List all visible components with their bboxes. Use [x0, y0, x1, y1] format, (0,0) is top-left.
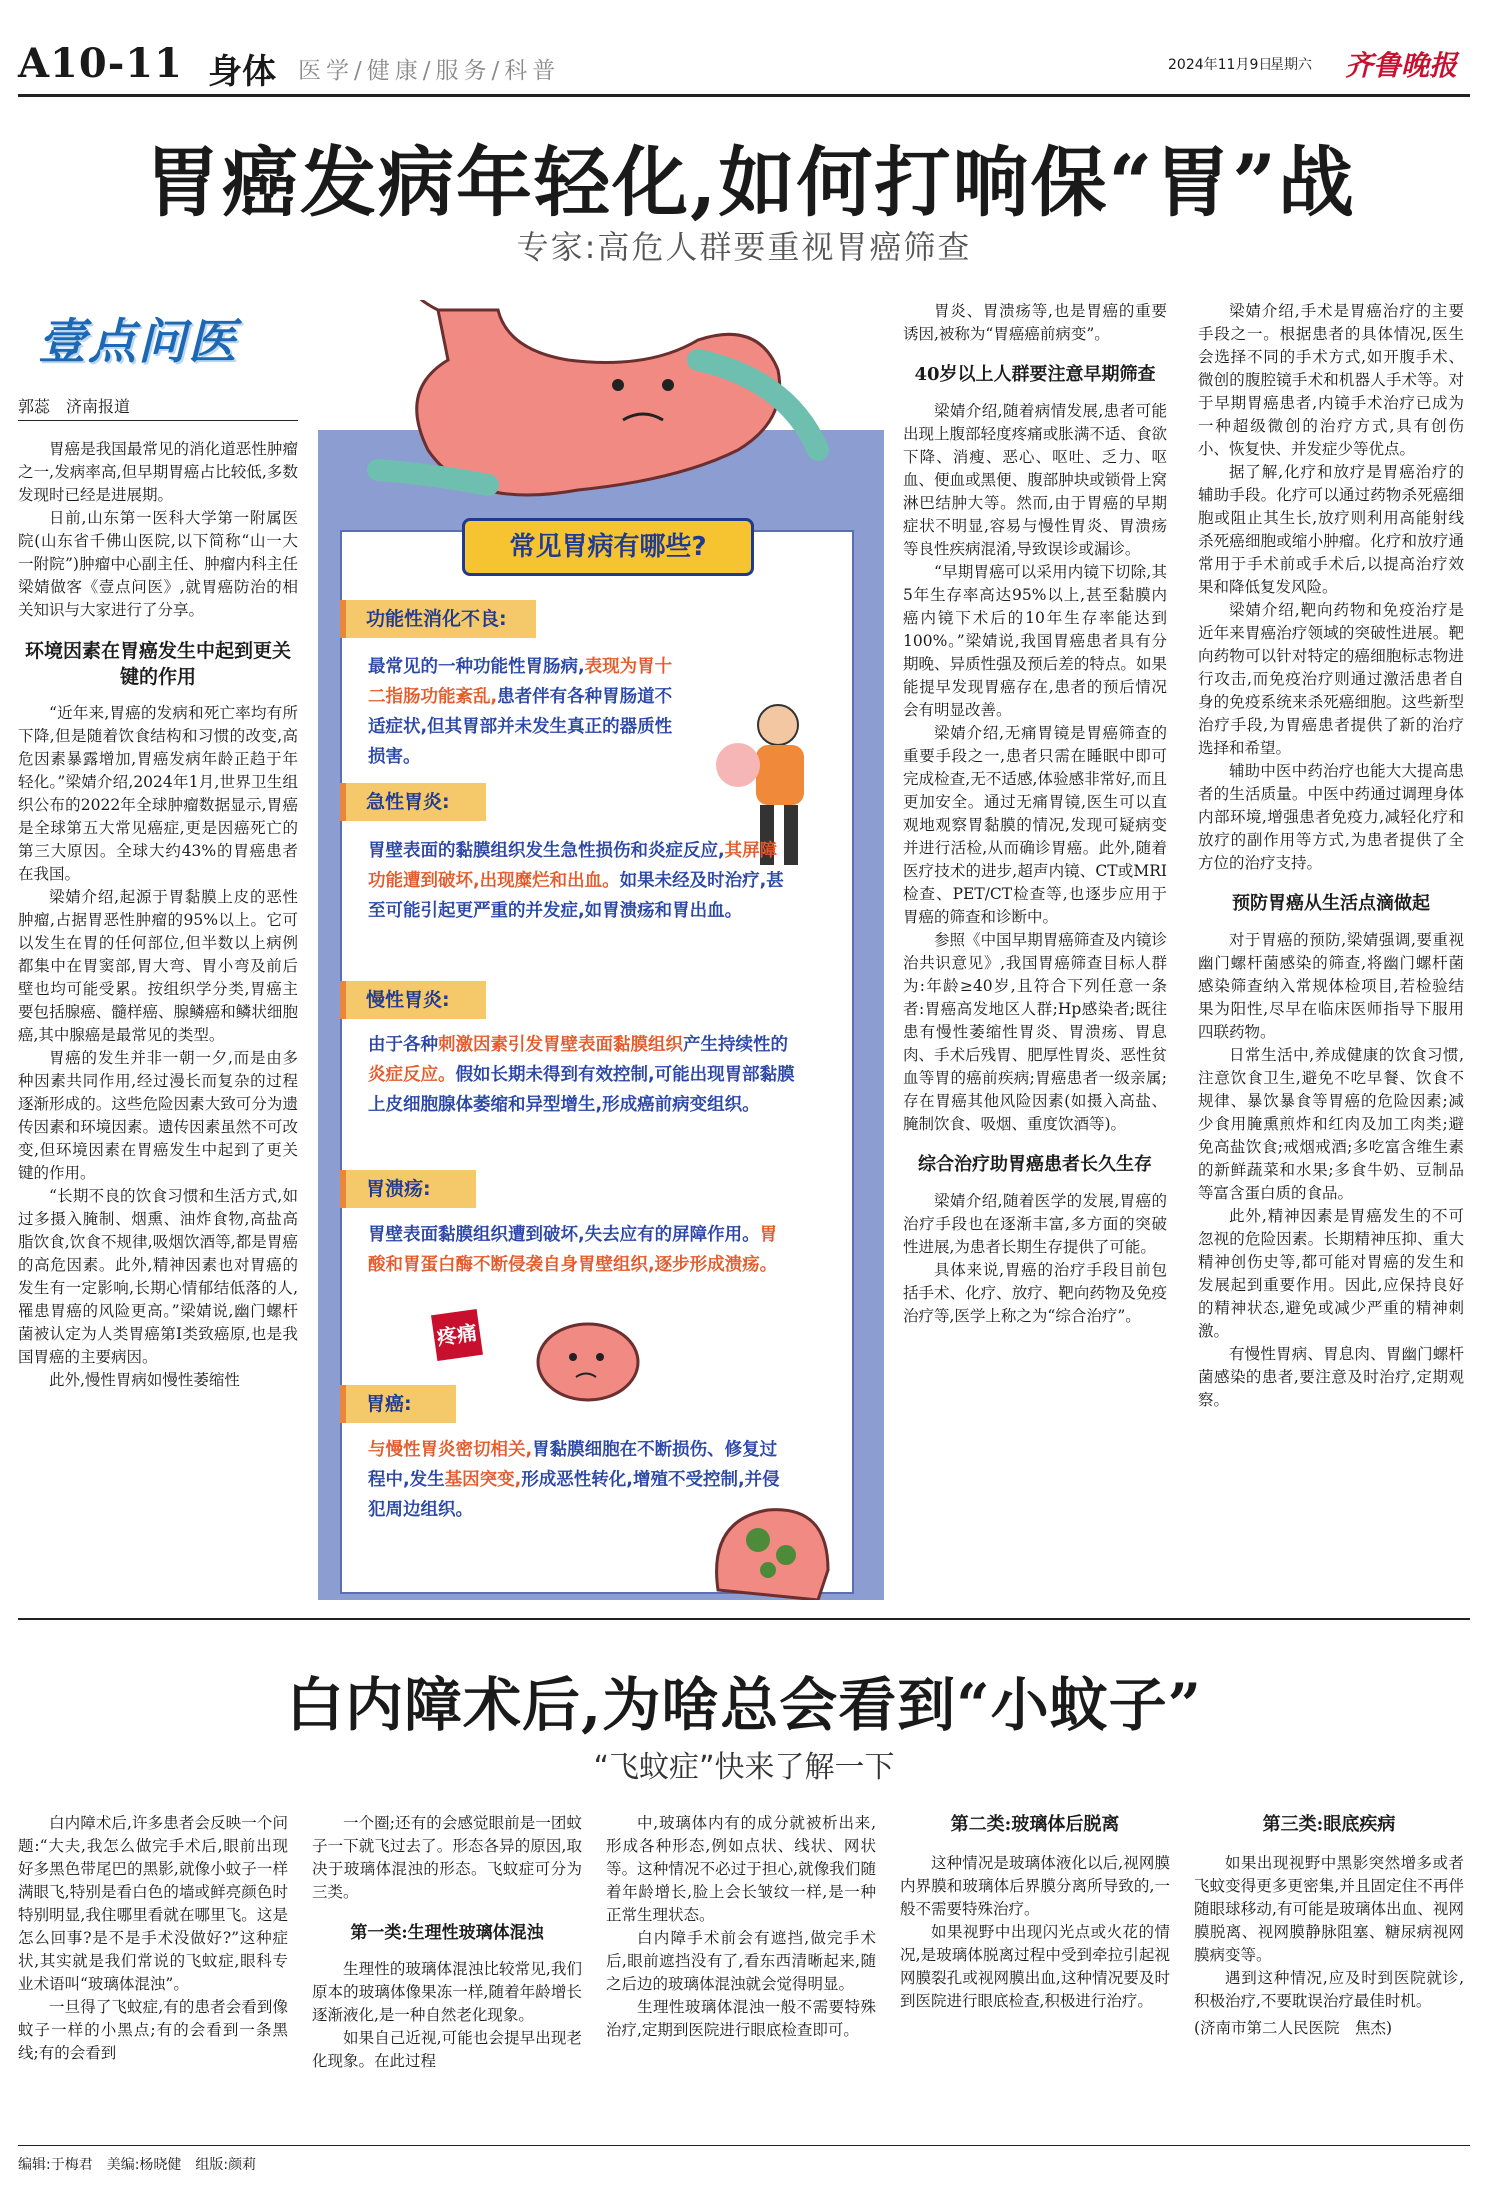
newspaper-logo: 齐鲁晚报: [1345, 49, 1458, 82]
paragraph: 辅助中医中药治疗也能大大提高患者的生活质量。中医中药通过调理身体内部环境,增强患者免疫力,减轻化疗和放疗的副作用等方式,为患者提供了全方位的治疗支持。: [1198, 762, 1464, 872]
paragraph: 中,玻璃体内有的成分就被析出来,形成各种形态,例如点状、线状、网状等。这种情况不必过于担心,就像我们随着年龄增长,脸上会长皱纹一样,是一种正常生理状态。: [606, 1814, 876, 1924]
highlight-span: 其屏障功能遭到破坏,出现糜烂和出血。: [368, 841, 778, 891]
article2-column-4: [900, 1812, 1170, 2013]
paragraph: 这种情况是玻璃体液化以后,视网膜内界膜和玻璃体后界膜分离所导致的,一般不需要特殊治疗。: [900, 1854, 1170, 1918]
pain-stamp: 疼痛: [431, 1309, 483, 1361]
subheading: 第一类:生理性玻璃体混浊: [350, 1923, 544, 1943]
paragraph: 如果出现视野中黑影突然增多或者飞蚊变得更多更密集,并且固定住不再伴随眼球移动,有可能是玻璃体出血、视网膜脱离、视网膜静脉阻塞、糖尿病视网膜病变等。: [1194, 1854, 1464, 1964]
highlight-span: 胃酸和胃蛋白酶不断侵袭自身胃壁组织,逐步形成溃疡。: [368, 1225, 778, 1275]
gastric-ulcer-text: [368, 1220, 788, 1280]
subheading: 第二类:玻璃体后脱离: [950, 1814, 1120, 1835]
paragraph: “早期胃癌可以采用内镜下切除,其5年生存率高达95%以上,甚至黏膜内癌内镜下术后的10年生存率能达到100%。”梁婧说,我国胃癌患者具有分期晚、异质性强及预后差的特点。如果能提早发现胃癌存在,患者的预后情况会有明显改善。: [903, 563, 1167, 719]
footer-rule: [18, 2145, 1470, 2146]
paragraph: 梁婧介绍,起源于胃黏膜上皮的恶性肿瘤,占据胃恶性肿瘤的95%以上。它可以发生在胃的任何部位,但半数以上病例都集中在胃窦部,胃大弯、胃小弯及前后壁也均可能受累。按组织学分类,胃癌主要包括腺癌、髓样癌、腺鳞癌和鳞状细胞癌,其中腺癌是最常见的类型。: [18, 888, 298, 1044]
second-subheadline: “飞蚊症”快来了解一下: [593, 1750, 895, 1785]
issue-weekday: 星期六: [1270, 57, 1312, 73]
paragraph: 生理性玻璃体混浊一般不需要特殊治疗,定期到医院进行眼底检查即可。: [606, 1998, 876, 2039]
highlight-span: 表现为胃十二指肠功能紊乱,: [368, 657, 673, 707]
section-title: 身体: [208, 52, 276, 92]
paragraph: 参照《中国早期胃癌筛查及内镜诊治共识意见》,我国胃癌筛查目标人群为:年龄≥40岁,且符合下列任意一条者:胃癌高发地区人群;Hp感染者;既往患有慢性萎缩性胃炎、胃溃疡、胃息肉、手术后残胃、肥厚性胃炎、恶性贫血等胃的癌前疾病;胃癌患者一级亲属;存在胃癌其他风险因素(如摄入高盐、腌制饮食、吸烟、重度饮酒等)。: [903, 931, 1167, 1133]
article1-column-2: [903, 300, 1167, 1328]
paragraph: “近年来,胃癌的发病和死亡率均有所下降,但是随着饮食结构和习惯的改变,高危因素暴露增加,胃癌发病年龄正趋于年轻化。”梁婧介绍,2024年1月,世界卫生组织公布的2022年全球肿瘤数据显示,胃癌是全球第五大常见癌症,更是因癌死亡的第三大原因。全球大约43%的胃癌患者在我国。: [18, 704, 298, 883]
text-span: 最常见的一种功能性胃肠病,: [368, 657, 585, 677]
paragraph: 此外,慢性胃病如慢性萎缩性: [49, 1371, 240, 1389]
text-span: 胃黏膜细胞在不断损伤、修复过程中,发生: [368, 1440, 778, 1490]
paragraph: 白内障术后,许多患者会反映一个问题:“大夫,我怎么做完手术后,眼前出现好多黑色带尾巴的黑影,就像小蚊子一样满眼飞,特别是看白色的墙或鲜亮颜色时特别明显,我住哪里看就在哪里飞。这是怎么回事?是不是手术没做好?”这种症状,其实就是我们常说的飞蚊症,眼科专业术语叫“玻璃体混浊”。: [18, 1814, 288, 1993]
paragraph: 一个圈;还有的会感觉眼前是一团蚊子一下就飞过去了。形态各异的原因,取决于玻璃体混浊的形态。飞蚊症可分为三类。: [312, 1814, 582, 1901]
article-source: (济南市第二人民医院 焦杰): [1194, 2019, 1393, 2037]
cancer-cells-illustration: [698, 1480, 848, 1600]
byline: 郭蕊 济南报道: [18, 397, 131, 416]
paragraph: 有慢性胃病、胃息肉、胃幽门螺杆菌感染的患者,要注意及时治疗,定期观察。: [1198, 1345, 1464, 1409]
subheading: 环境因素在胃癌发生中起到更关键的作用: [24, 640, 291, 688]
page-number: A10-11: [18, 40, 183, 87]
issue-date: 2024年11月9日: [1168, 57, 1273, 73]
paragraph: 遇到这种情况,应及时到医院就诊,积极治疗,不要耽误治疗最佳时机。: [1194, 1969, 1464, 2010]
tag-acute-gastritis: 急性胃炎:: [340, 783, 486, 821]
article-divider: [18, 1618, 1470, 1620]
tag-gastric-cancer: 胃癌:: [340, 1385, 456, 1423]
paragraph: 如果自己近视,可能也会提早出现老化现象。在此过程: [312, 2029, 582, 2070]
text-span: 产生持续性的: [683, 1035, 788, 1055]
paragraph: 具体来说,胃癌的治疗手段目前包括手术、化疗、放疗、靶向药物及免疫治疗等,医学上称之为“综合治疗”。: [903, 1261, 1167, 1325]
chronic-gastritis-text: [368, 1030, 798, 1120]
column-brand: 壹点问医: [38, 314, 239, 370]
subheading: 40岁以上人群要注意早期筛查: [914, 364, 1156, 385]
paragraph: 日常生活中,养成健康的饮食习惯,注意饮食卫生,避免不吃早餐、饮食不规律、暴饮暴食等胃癌的危险因素;减少食用腌熏煎炸和红肉及加工肉类;避免高盐饮食;戒烟戒酒;多吃富含维生素的新鲜蔬菜和水果;多食牛奶、豆制品等富含蛋白质的食品。: [1198, 1046, 1464, 1202]
subheading: 第三类:眼底疾病: [1262, 1814, 1396, 1835]
second-headline: 白内障术后,为啥总会看到“小蚊子”: [286, 1671, 1202, 1739]
text-span: 形成恶性转化,增殖不受控制,并侵犯周边组织。: [368, 1470, 780, 1520]
paragraph: 梁婧介绍,手术是胃癌治疗的主要手段之一。根据患者的具体情况,医生会选择不同的手术方式,如开腹手术、微创的腹腔镜手术和机器人手术等。对于早期胃癌患者,内镜手术治疗已成为一种超级微创的治疗方式,具有创伤小、恢复快、并发症少等优点。: [1198, 302, 1464, 458]
paragraph: 据了解,化疗和放疗是胃癌治疗的辅助手段。化疗可以通过药物杀死癌细胞或阻止其生长,放疗则利用高能射线杀死癌细胞或缩小肿瘤。化疗和放疗通常用于手术前或手术后,以提高治疗效果和降低复发风险。: [1198, 463, 1464, 596]
main-headline: 胃癌发病年轻化,如何打响保“胃”战: [144, 138, 1356, 227]
highlight-span: 炎症反应。: [368, 1065, 456, 1085]
paragraph: 如果视野中出现闪光点或火花的情况,是玻璃体脱离过程中受到牵拉引起视网膜裂孔或视网膜出血,这种情况要及时到医院进行眼底检查,积极进行治疗。: [900, 1923, 1170, 2010]
paragraph: 胃癌的发生并非一朝一夕,而是由多种因素共同作用,经过漫长而复杂的过程逐渐形成的。这些危险因素大致可分为遗传因素和环境因素。遗传因素虽然不可改变,但环境因素在胃癌发生中起到了更关键的作用。: [18, 1049, 298, 1182]
article1-column-1: [18, 438, 298, 1392]
tag-gastric-ulcer: 胃溃疡:: [340, 1170, 476, 1208]
paragraph: 胃癌是我国最常见的消化道恶性肿瘤之一,发病率高,但早期胃癌占比较低,多数发现时已经是进展期。: [18, 440, 298, 504]
paragraph: 对于胃癌的预防,梁婧强调,要重视幽门螺杆菌感染的筛查,将幽门螺杆菌感染筛查纳入常规体检项目,若检验结果为阳性,尽早在临床医师指导下服用四联药物。: [1198, 931, 1464, 1041]
article2-column-5: [1194, 1812, 1464, 2040]
subheading: 预防胃癌从生活点滴做起: [1232, 893, 1430, 914]
main-subheadline: 专家:高危人群要重视胃癌筛查: [516, 228, 972, 266]
acute-gastritis-text: [368, 836, 788, 926]
article2-column-1: [18, 1812, 288, 2065]
byline-rule: [18, 420, 298, 421]
text-span: 由于各种: [368, 1035, 438, 1055]
tag-functional-dyspepsia: 功能性消化不良:: [340, 600, 536, 638]
paragraph: “长期不良的饮食习惯和生活方式,如过多摄入腌制、烟熏、油炸食物,高盐高脂饮食,饮食不规律,吸烟饮酒等,都是胃癌的高危因素。此外,精神因素也对胃癌的发生有一定影响,长期心情郁结低落的人,罹患胃癌的风险更高。”梁婧说,幽门螺杆菌被认定为人类胃癌第Ⅰ类致癌原,也是我国胃癌的主要病因。: [18, 1187, 298, 1366]
stomach-disease-infographic: [318, 300, 884, 1600]
paragraph: 梁婧介绍,随着病情发展,患者可能出现上腹部轻度疼痛或胀满不适、食欲下降、消瘦、恶心、呕吐、乏力、呕血、便血或黑便、腹部肿块或锁骨上窝淋巴结肿大等。然而,由于胃癌的早期症状不明显,容易与慢性胃炎、胃溃疡等良性疾病混淆,导致误诊或漏诊。: [903, 402, 1167, 558]
text-span: 假如长期未得到有效控制,可能出现胃部黏膜上皮细胞腺体萎缩和异型增生,形成癌前病变组织。: [368, 1065, 795, 1115]
paragraph: 白内障手术前会有遮挡,做完手术后,眼前遮挡没有了,看东西清晰起来,随之后边的玻璃体混浊就会觉得明显。: [606, 1929, 876, 1993]
functional-dyspepsia-text: [368, 652, 678, 772]
article2-column-2: [312, 1812, 582, 2073]
paragraph: 胃炎、胃溃疡等,也是胃癌的重要诱因,被称为“胃癌癌前病变”。: [903, 302, 1167, 343]
paragraph: 此外,精神因素是胃癌发生的不可忽视的危险因素。长期精神压抑、重大精神创伤史等,都可能对胃癌的发生和发展起到重要作用。因此,应保持良好的精神状态,避免或减少严重的精神刺激。: [1198, 1207, 1464, 1340]
paragraph: 梁婧介绍,随着医学的发展,胃癌的治疗手段也在逐渐丰富,多方面的突破性进展,为患者长期生存提供了可能。: [903, 1192, 1167, 1256]
tag-chronic-gastritis: 慢性胃炎:: [340, 981, 486, 1019]
infographic-banner: 常见胃病有哪些?: [462, 518, 754, 576]
editor-credits: 编辑:于梅君 美编:杨晓健 组版:颜莉: [18, 2157, 257, 2173]
paragraph: 梁婧介绍,无痛胃镜是胃癌筛查的重要手段之一,患者只需在睡眠中即可完成检查,无不适感,体验感非常好,而且更加安全。通过无痛胃镜,医生可以直观地观察胃黏膜的情况,发现可疑病变并进行活检,从而确诊胃癌。此外,随着医疗技术的进步,超声内镜、CT或MRI检查、PET/CT检查等,也逐步应用于胃癌的筛查和诊断中。: [903, 724, 1167, 926]
text-span: 患者伴有各种胃肠道不适症状,但其胃部并未发生真正的器质性损害。: [368, 687, 673, 767]
paragraph: 日前,山东第一医科大学第一附属医院(山东省千佛山医院,以下简称“山一大一附院”)肿瘤中心副主任、肿瘤内科主任梁婧做客《壹点问医》,就胃癌防治的相关知识与大家进行了分享。: [18, 509, 298, 619]
article1-column-3: [1198, 300, 1464, 1412]
stomach-illustration: [318, 300, 884, 530]
highlight-span: 刺激因素引发胃壁表面黏膜组织: [438, 1035, 683, 1055]
sad-stomach-illustration: [518, 1302, 648, 1412]
paragraph: 梁婧介绍,靶向药物和免疫治疗是近年来胃癌治疗领域的突破性进展。靶向药物可以针对特定的癌细胞标志物进行攻击,而免疫治疗则通过激活患者自身的免疫系统来杀死癌细胞。这些新型治疗手段,为胃癌患者提供了新的治疗选择和希望。: [1198, 601, 1464, 757]
section-topics: 医学/健康/服务/科普: [298, 58, 561, 84]
article2-column-3: [606, 1812, 876, 2042]
text-span: 如果未经及时治疗,甚至可能引起更严重的并发症,如胃溃疡和胃出血。: [368, 871, 784, 921]
text-span: 胃壁表面的黏膜组织发生急性损伤和炎症反应,: [368, 841, 725, 861]
subheading: 综合治疗助胃癌患者长久生存: [918, 1154, 1152, 1175]
text-span: 胃壁表面黏膜组织遭到破坏,失去应有的屏障作用。: [368, 1225, 760, 1245]
highlight-span: 基因突变,: [444, 1470, 522, 1490]
paragraph: 生理性的玻璃体混浊比较常见,我们原本的玻璃体像果冻一样,随着年龄增长逐渐液化,是一种自然老化现象。: [312, 1960, 582, 2024]
highlight-span: 与慢性胃炎密切相关,: [368, 1440, 533, 1460]
paragraph: 一旦得了飞蚊症,有的患者会看到像蚊子一样的小黑点;有的会看到一条黑线;有的会看到: [18, 1998, 288, 2062]
header-rule: [18, 94, 1470, 97]
